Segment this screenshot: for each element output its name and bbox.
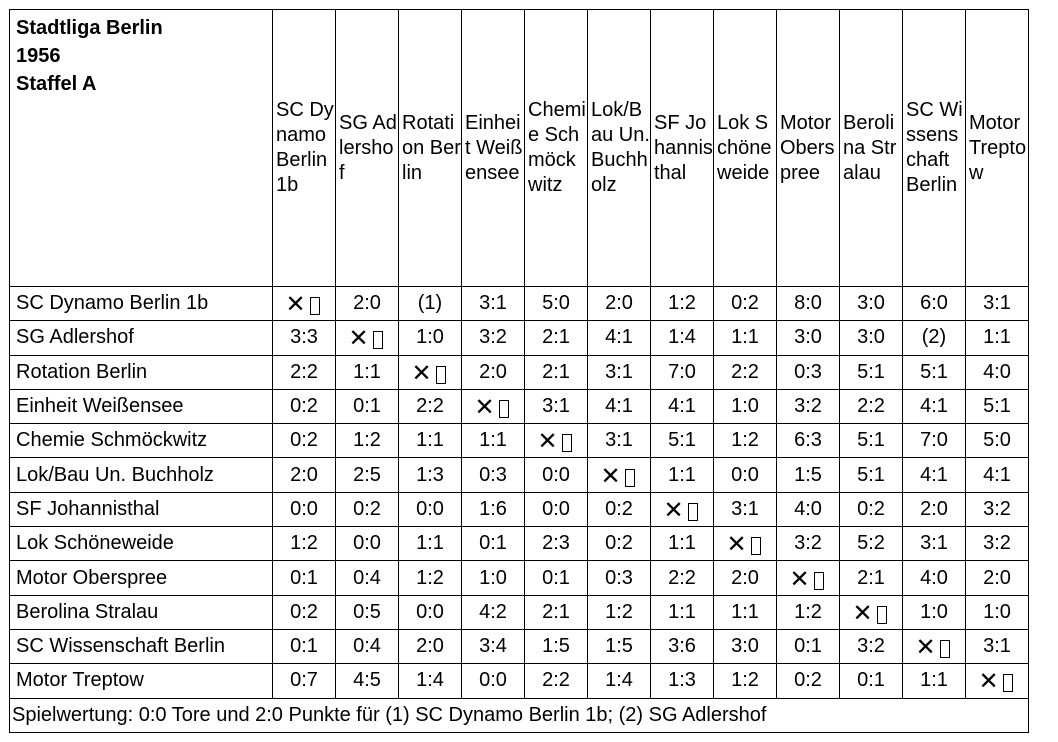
- table-row: [10, 321, 1029, 355]
- self-match-cell: [399, 355, 462, 389]
- column-header-6: Lok/Bau Un. Buchholz: [588, 10, 651, 287]
- table-row: [10, 595, 1029, 629]
- column-header-12: Motor Treptow: [966, 10, 1029, 287]
- result-cell: 4:0: [777, 492, 840, 526]
- result-cell: 1:5: [777, 458, 840, 492]
- result-cell: 2:2: [399, 389, 462, 423]
- result-cell: 1:2: [399, 561, 462, 595]
- placeholder-box-icon: [940, 640, 950, 658]
- result-cell: 5:1: [840, 458, 903, 492]
- cross-icon: ✕: [411, 359, 432, 387]
- result-cell: 1:1: [903, 664, 966, 698]
- result-cell: 1:1: [714, 321, 777, 355]
- result-cell: 2:0: [399, 629, 462, 663]
- table-row: [10, 664, 1029, 698]
- result-cell: 0:1: [336, 389, 399, 423]
- result-cell: 5:0: [525, 287, 588, 321]
- placeholder-box-icon: [625, 469, 635, 487]
- cross-icon: ✕: [537, 428, 558, 456]
- row-team-name: SG Adlershof: [10, 321, 273, 355]
- result-cell: 3:1: [966, 287, 1029, 321]
- result-cell: 0:0: [525, 492, 588, 526]
- result-cell: 1:2: [273, 527, 336, 561]
- result-cell: 3:2: [966, 492, 1029, 526]
- column-header-2: SG Adlershof: [336, 10, 399, 287]
- result-cell: 1:2: [651, 287, 714, 321]
- result-cell: 3:2: [840, 629, 903, 663]
- result-cell: 0:5: [336, 595, 399, 629]
- result-cell: 1:4: [399, 664, 462, 698]
- self-match-cell: [903, 629, 966, 663]
- result-cell: 2:0: [336, 287, 399, 321]
- result-cell: (2): [903, 321, 966, 355]
- result-cell: 7:0: [903, 424, 966, 458]
- result-cell: (1): [399, 287, 462, 321]
- footnote: Spielwertung: 0:0 Tore und 2:0 Punkte für (1) SC Dynamo Berlin 1b; (2) SG Adlershof: [10, 698, 1029, 732]
- column-header-10: Berolina Stralau: [840, 10, 903, 287]
- column-header-8: Lok Schöneweide: [714, 10, 777, 287]
- result-cell: 1:1: [336, 355, 399, 389]
- result-cell: 0:4: [336, 561, 399, 595]
- placeholder-box-icon: [499, 400, 509, 418]
- results-crosstable: [9, 9, 1029, 733]
- column-header-1: SC Dynamo Berlin 1b: [273, 10, 336, 287]
- result-cell: 2:2: [273, 355, 336, 389]
- result-cell: 1:5: [525, 629, 588, 663]
- self-match-cell: [651, 492, 714, 526]
- cross-icon: ✕: [978, 668, 999, 696]
- result-cell: 3:1: [462, 287, 525, 321]
- result-cell: 1:1: [651, 458, 714, 492]
- table-row: [10, 458, 1029, 492]
- self-match-cell: [714, 527, 777, 561]
- cross-icon: ✕: [600, 462, 621, 490]
- placeholder-box-icon: [814, 572, 824, 590]
- column-header-9: Motor Oberspree: [777, 10, 840, 287]
- column-header-11: SC Wissenschaft Berlin: [903, 10, 966, 287]
- placeholder-box-icon: [877, 606, 887, 624]
- result-cell: 1:6: [462, 492, 525, 526]
- result-cell: 0:0: [525, 458, 588, 492]
- self-match-cell: [273, 287, 336, 321]
- column-header-4: Einheit Weißensee: [462, 10, 525, 287]
- title-league: Stadtliga Berlin: [16, 17, 163, 39]
- result-cell: 1:2: [336, 424, 399, 458]
- result-cell: 4:1: [966, 458, 1029, 492]
- result-cell: 0:1: [273, 561, 336, 595]
- result-cell: 1:1: [399, 527, 462, 561]
- result-cell: 0:1: [777, 629, 840, 663]
- result-cell: 2:0: [273, 458, 336, 492]
- self-match-cell: [525, 424, 588, 458]
- result-cell: 0:4: [336, 629, 399, 663]
- self-match-cell: [588, 458, 651, 492]
- result-cell: 1:0: [966, 595, 1029, 629]
- row-team-name: Motor Treptow: [10, 664, 273, 698]
- self-match-cell: [840, 595, 903, 629]
- placeholder-box-icon: [436, 366, 446, 384]
- table-row: [10, 629, 1029, 663]
- row-team-name: Motor Oberspree: [10, 561, 273, 595]
- result-cell: 1:1: [651, 527, 714, 561]
- result-cell: 0:2: [714, 287, 777, 321]
- result-cell: 2:0: [966, 561, 1029, 595]
- result-cell: 1:0: [903, 595, 966, 629]
- result-cell: 3:2: [966, 527, 1029, 561]
- result-cell: 3:0: [777, 321, 840, 355]
- result-cell: 1:3: [651, 664, 714, 698]
- result-cell: 0:0: [399, 492, 462, 526]
- result-cell: 1:0: [399, 321, 462, 355]
- result-cell: 6:0: [903, 287, 966, 321]
- result-cell: 4:2: [462, 595, 525, 629]
- cross-icon: ✕: [852, 599, 873, 627]
- result-cell: 0:1: [840, 664, 903, 698]
- self-match-cell: [966, 664, 1029, 698]
- self-match-cell: [462, 389, 525, 423]
- result-cell: 2:1: [525, 595, 588, 629]
- result-cell: 3:4: [462, 629, 525, 663]
- result-cell: 1:2: [777, 595, 840, 629]
- result-cell: 4:0: [966, 355, 1029, 389]
- result-cell: 2:0: [714, 561, 777, 595]
- result-cell: 0:3: [588, 561, 651, 595]
- result-cell: 3:1: [525, 389, 588, 423]
- result-cell: 2:1: [525, 355, 588, 389]
- table-row: [10, 389, 1029, 423]
- result-cell: 3:1: [588, 355, 651, 389]
- row-team-name: Berolina Stralau: [10, 595, 273, 629]
- result-cell: 2:3: [525, 527, 588, 561]
- result-cell: 0:3: [777, 355, 840, 389]
- result-cell: 5:2: [840, 527, 903, 561]
- cross-icon: ✕: [789, 565, 810, 593]
- result-cell: 1:1: [462, 424, 525, 458]
- self-match-cell: [336, 321, 399, 355]
- result-cell: 2:1: [840, 561, 903, 595]
- result-cell: 8:0: [777, 287, 840, 321]
- cross-icon: ✕: [348, 325, 369, 353]
- result-cell: 0:2: [273, 389, 336, 423]
- result-cell: 4:1: [903, 389, 966, 423]
- result-cell: 4:1: [588, 321, 651, 355]
- result-cell: 1:4: [588, 664, 651, 698]
- placeholder-box-icon: [751, 537, 761, 555]
- table-row: [10, 527, 1029, 561]
- placeholder-box-icon: [688, 503, 698, 521]
- result-cell: 0:0: [399, 595, 462, 629]
- cross-icon: ✕: [726, 531, 747, 559]
- result-cell: 0:1: [462, 527, 525, 561]
- cross-icon: ✕: [915, 634, 936, 662]
- result-cell: 2:1: [525, 321, 588, 355]
- table-row: [10, 561, 1029, 595]
- result-cell: 0:1: [273, 629, 336, 663]
- result-cell: 1:2: [588, 595, 651, 629]
- result-cell: 5:1: [840, 424, 903, 458]
- result-cell: 0:2: [336, 492, 399, 526]
- result-cell: 3:1: [903, 527, 966, 561]
- column-header-3: Rotation Berlin: [399, 10, 462, 287]
- table-row: [10, 492, 1029, 526]
- row-team-name: SC Wissenschaft Berlin: [10, 629, 273, 663]
- cross-icon: ✕: [285, 291, 306, 319]
- result-cell: 0:0: [336, 527, 399, 561]
- result-cell: 3:0: [840, 321, 903, 355]
- result-cell: 7:0: [651, 355, 714, 389]
- row-team-name: Lok/Bau Un. Buchholz: [10, 458, 273, 492]
- result-cell: 0:2: [273, 424, 336, 458]
- result-cell: 5:0: [966, 424, 1029, 458]
- result-cell: 1:1: [651, 595, 714, 629]
- result-cell: 2:0: [588, 287, 651, 321]
- result-cell: 5:1: [966, 389, 1029, 423]
- placeholder-box-icon: [562, 434, 572, 452]
- placeholder-box-icon: [1003, 674, 1013, 692]
- result-cell: 0:7: [273, 664, 336, 698]
- result-cell: 5:1: [651, 424, 714, 458]
- row-team-name: SF Johannisthal: [10, 492, 273, 526]
- row-team-name: Rotation Berlin: [10, 355, 273, 389]
- result-cell: 3:2: [777, 527, 840, 561]
- column-header-7: SF Johannisthal: [651, 10, 714, 287]
- cross-icon: ✕: [474, 394, 495, 422]
- result-cell: 0:2: [588, 492, 651, 526]
- result-cell: 4:1: [588, 389, 651, 423]
- column-header-5: Chemie Schmöckwitz: [525, 10, 588, 287]
- result-cell: 3:2: [777, 389, 840, 423]
- result-cell: 1:1: [966, 321, 1029, 355]
- result-cell: 0:0: [273, 492, 336, 526]
- result-cell: 2:5: [336, 458, 399, 492]
- result-cell: 2:2: [840, 389, 903, 423]
- result-cell: 1:3: [399, 458, 462, 492]
- result-cell: 0:2: [588, 527, 651, 561]
- row-team-name: Einheit Weißensee: [10, 389, 273, 423]
- result-cell: 3:0: [840, 287, 903, 321]
- result-cell: 2:2: [525, 664, 588, 698]
- table-row: [10, 355, 1029, 389]
- row-team-name: Lok Schöneweide: [10, 527, 273, 561]
- title-group: Staffel A: [16, 73, 97, 95]
- row-team-name: Chemie Schmöckwitz: [10, 424, 273, 458]
- result-cell: 2:0: [903, 492, 966, 526]
- result-cell: 1:0: [462, 561, 525, 595]
- placeholder-box-icon: [310, 297, 320, 315]
- table-title: [10, 10, 273, 287]
- result-cell: 3:6: [651, 629, 714, 663]
- result-cell: 3:3: [273, 321, 336, 355]
- result-cell: 2:2: [651, 561, 714, 595]
- result-cell: 2:2: [714, 355, 777, 389]
- result-cell: 0:0: [462, 664, 525, 698]
- result-cell: 3:1: [714, 492, 777, 526]
- self-match-cell: [777, 561, 840, 595]
- result-cell: 0:0: [714, 458, 777, 492]
- result-cell: 1:2: [714, 664, 777, 698]
- result-cell: 0:1: [525, 561, 588, 595]
- result-cell: 5:1: [840, 355, 903, 389]
- result-cell: 5:1: [903, 355, 966, 389]
- result-cell: 1:2: [714, 424, 777, 458]
- result-cell: 3:0: [714, 629, 777, 663]
- result-cell: 4:5: [336, 664, 399, 698]
- result-cell: 3:1: [588, 424, 651, 458]
- result-cell: 0:3: [462, 458, 525, 492]
- title-year: 1956: [16, 45, 61, 67]
- result-cell: 0:2: [840, 492, 903, 526]
- result-cell: 3:2: [462, 321, 525, 355]
- row-team-name: SC Dynamo Berlin 1b: [10, 287, 273, 321]
- result-cell: 4:1: [903, 458, 966, 492]
- cross-icon: ✕: [663, 496, 684, 524]
- table-row: [10, 287, 1029, 321]
- result-cell: 1:4: [651, 321, 714, 355]
- result-cell: 3:1: [966, 629, 1029, 663]
- result-cell: 4:1: [651, 389, 714, 423]
- table-row: [10, 424, 1029, 458]
- result-cell: 2:0: [462, 355, 525, 389]
- result-cell: 0:2: [273, 595, 336, 629]
- result-cell: 1:1: [399, 424, 462, 458]
- placeholder-box-icon: [373, 331, 383, 349]
- result-cell: 0:2: [777, 664, 840, 698]
- result-cell: 1:0: [714, 389, 777, 423]
- result-cell: 1:1: [714, 595, 777, 629]
- result-cell: 4:0: [903, 561, 966, 595]
- result-cell: 6:3: [777, 424, 840, 458]
- result-cell: 1:5: [588, 629, 651, 663]
